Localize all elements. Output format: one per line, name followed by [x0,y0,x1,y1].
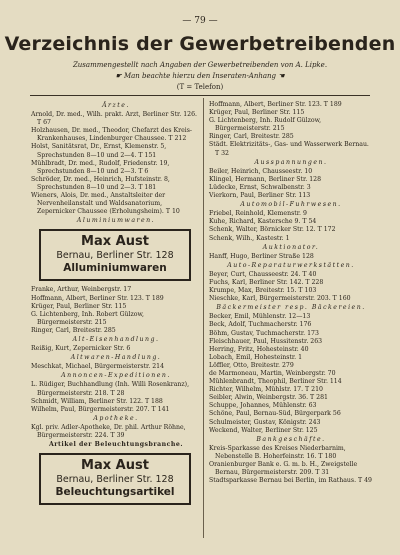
directory-entry: Ringer, Carl, Breitestr. 285 [209,133,294,141]
directory-entry: Arnold, Dr. med., Wilh. prakt. Arzt, Berliner Str. 126. T 67 [31,111,197,127]
directory-entry: Wieners, Alois, Dr. med., Anstaltsleiter der Nervenheilanstalt und Waldsanatorium, Zepernicker Chaussee (Erholungsheim). T 10 [31,192,180,216]
directory-entry: Schenk, Wilh., Kastestr. 1 [209,234,290,242]
section-heading: Annoncen-Expeditionen. [61,372,171,380]
directory-entry: Fleischhauer, Paul, Hussitenstr. 263 [209,337,323,345]
directory-entry: Kuhe, Richard, Kastersche 9. T 54 [209,218,317,226]
directory-entry: Krüger, Paul, Berliner Str. 115 [31,302,127,310]
directory-entry: de Marmoneau, Martin, Weinbergstr. 70 [209,370,336,377]
directory-entry: Ringer, Carl, Breitestr. 285 [31,326,116,334]
directory-entry: Hoffmann, Albert, Berliner Str. 123. T 189 [31,294,164,302]
section-heading: Bäckermeister resp. Bäckereien. [216,304,366,312]
directory-entry: Krüger, Paul, Berliner Str. 115 [209,109,305,117]
directory-entry: Beiler, Heinrich, Chausseestr. 10 [209,167,313,175]
column-divider [203,98,204,538]
directory-entry: Schröder, Dr. med., Heinrich, Hufsteinstr. 8, Sprechstunden 8—10 und 2—3. T 181 [31,175,170,191]
subtitle-compiled-by: Zusammengestellt nach Angaben der Gewerbetreibenden von A. Lipke. [72,61,328,69]
directory-entry: Reißig, Kurt, Zepernicker Str. 6 [31,345,131,353]
section-heading: Ärzte. [102,102,130,109]
ad-name: Max Aust [81,458,149,474]
section-heading: Ausspannungen. [254,158,328,166]
directory-entry: Franke, Arthur, Weinbergstr. 17 [31,286,132,294]
directory-entry: Wilhelm, Paul, Bürgermeisterstr. 207. T 141 [31,405,170,413]
directory-entry: Schuppe, Johannes, Mühlenstr. 63 [209,402,317,410]
directory-entry: Schulmeister, Gustav, Königstr. 243 [209,418,321,426]
section-heading: Artikel der Beleuchtungsbranche. [48,441,183,449]
header-rule [30,95,370,96]
subtitle-ad-note: ☛ Man beachte hierzu den Inseraten-Anhang ☚ [115,72,285,80]
directory-entry: Friebel, Reinhold, Klemenstr. 9 [209,210,307,218]
directory-entry: Schmidt, William, Berliner Str. 122. T 188 [31,397,163,405]
directory-entry: Kreis-Sparkasse des Kreises Niederbarnim, Nebenstelle B. Hoherfeinstr. 16. T 180 [209,444,346,460]
directory-entry: Oranienburger Bank e. G. m. b. H., Zweigstelle Bernau, Bürgermeisterstr. 209. T 31 [209,461,358,477]
ad-product: Beleuchtungsartikel [55,486,175,499]
ad-address: Bernau, Berliner Str. 128 [56,474,174,486]
directory-entry: Kgl. priv. Adler-Apotheke, Dr. phil. Arthur Röhne, Bürgermeisterstr. 224. T 39 [31,423,186,439]
directory-entry: Böhm, Gustav, Tuchmacherstr. 173 [209,329,319,337]
directory-entry: Meschkat, Michael, Bürgermeisterstr. 214 [31,363,165,371]
directory-entry: Mühlenbrandt, Theophil, Berliner Str. 114 [209,378,342,386]
directory-entry: Stadtsparkasse Bernau bei Berlin, im Rathaus. T 49 [209,477,372,485]
directory-entry: Hoffmann, Albert, Berliner Str. 123. T 189 [209,101,342,108]
directory-entry: Hanff, Hugo, Berliner Straße 128 [209,252,314,260]
ad-product: Alluminiumwaren [63,262,167,275]
section-heading: Aluminiumwaren. [76,217,156,225]
directory-entry: Weckend, Walter, Berliner Str. 125 [209,426,318,434]
directory-entry: G. Lichtenberg, Inh. Robert Gülzow, Bürgermeisterstr. 215 [31,310,144,326]
ad-address: Bernau, Berliner Str. 128 [56,250,174,262]
page-number: — 79 — [182,16,218,26]
advertisement-box [39,229,191,281]
directory-entry: Holzhausen, Dr. med., Theodor, Chefarzt des Kreis-Krankenhauses, Lindenburger Chaussee. T 212 [31,127,193,143]
directory-entry: L. Rüdiger, Buchhandlung (Inh. Willi Rosenkranz), Bürgermeisterstr. 218. T 28 [31,381,190,397]
directory-entry: Becker, Emil, Mühlenstr. 12—13 [209,313,311,321]
section-heading: Auktionator. [262,243,320,251]
directory-entry: Herring, Fritz, Hohesteinstr. 40 [209,345,309,353]
ad-name: Max Aust [81,234,149,250]
section-heading: Alt-Eisenhandlung. [72,335,160,343]
advertisement-box [39,453,191,505]
directory-entry: Krumpe, Max, Breitestr. 15. T 103 [209,287,317,295]
directory-entry: Beck, Adolf, Tuchmacherstr. 176 [209,321,312,329]
directory-entry: Lüdecke, Ernst, Schwalbenstr. 3 [209,183,311,191]
page-title: Verzeichnis der Gewerbetreibenden [4,33,396,55]
directory-entry: Richter, Wilhelm, Mühlstr. 17. T 210 [209,386,323,394]
directory-entry: Fuchs, Karl, Berliner Str. 142. T 228 [209,278,324,286]
left-column [31,101,201,510]
section-heading: Automobil-Fuhrwesen. [240,201,342,209]
directory-entry: Löffler, Otto, Breitestr. 279 [209,361,294,369]
directory-entry: Klingel, Hermann, Berliner Str. 128 [209,175,322,183]
right-column [209,101,373,485]
section-heading: Apotheke. [93,414,139,422]
directory-entry: Vierkorn, Paul, Berliner Str. 113 [209,192,311,200]
directory-entry: Lobach, Emil, Hohesteinstr. 1 [209,353,303,361]
directory-entry: Städt. Elektrizitäts-, Gas- und Wasserwerk Bernau. T 32 [209,141,369,157]
subtitle-legend: (T = Telefon) [176,83,224,91]
directory-entry: Schenk, Walter, Börnicker Str. 12. T 172 [209,226,336,234]
directory-entry: Nieschke, Karl, Bürgermeisterstr. 203. T 160 [209,295,351,303]
section-heading: Auto-Reparaturwerkstätten. [227,261,355,269]
directory-entry: G. Lichtenberg, Inh. Rudolf Gülzow, Bürgermeisterstr. 215 [209,117,322,133]
directory-entry: Schöne, Paul, Bernau-Süd, Bürgerpark 56 [209,410,341,418]
section-heading: Bankgeschäfte. [256,435,326,443]
directory-entry: Beyer, Curt, Chausseestr. 24. T 40 [209,270,317,278]
directory-entry: Seibler, Alwin, Weinbergstr. 36. T 281 [209,394,328,402]
directory-entry: Holst, Sanitätsrat, Dr., Ernst, Klemenstr. 5, Sprechstunden 8—10 und 2—4. T 151 [31,143,167,159]
directory-entry: Mühlbradt, Dr. med., Rudolf, Friedenstr. 19, Sprechstunden 8—10 und 2—3. T 6 [31,159,170,175]
section-heading: Altwaren-Handlung. [70,354,162,362]
